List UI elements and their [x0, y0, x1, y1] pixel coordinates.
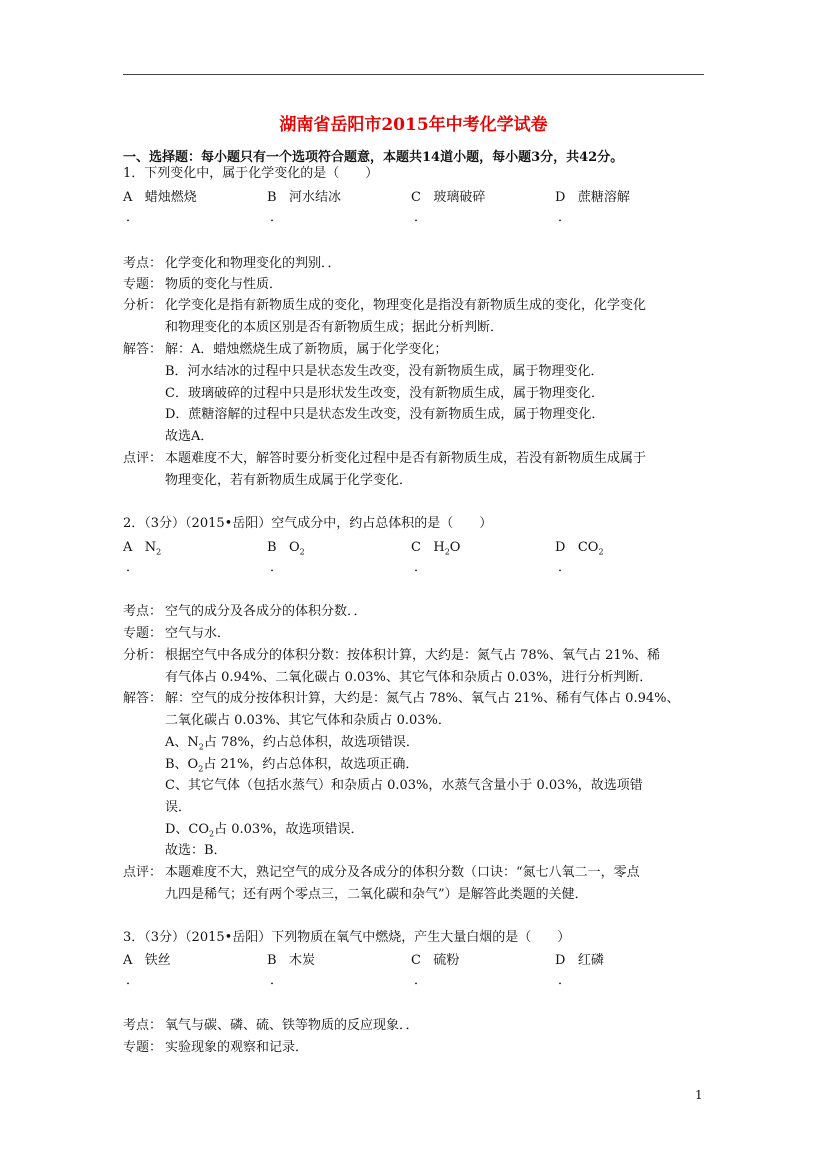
q2-jieda-line4: B、$O_2$占 21%，约占总体积，故选项正确．	[165, 757, 419, 774]
q1-dot-c: ．	[414, 210, 428, 225]
q1-jieda-line4: D．蔗糖溶解的过程中只是状态发生改变，没有新物质生成，属于物理变化．	[165, 407, 605, 422]
q2-jieda-label: 解答：	[123, 691, 163, 706]
q3-dot-a: ．	[126, 973, 140, 988]
q3-kaodian: 氧气与碳、磷、硫、铁等物质的反应现象．．	[165, 1018, 419, 1033]
q2-fenxi-line2: 有气体占 0.94%、二氧化碳占 0.03%、其它气体和杂质占 0.03%，进行分析判断．	[165, 670, 653, 685]
q2-jieda-line8: 故选：B．	[165, 843, 227, 858]
q1-dot-d: ．	[558, 210, 572, 225]
q2-kaodian-label: 考点：	[123, 604, 163, 619]
section-heading: 一、选择题：每小题只有一个选项符合题意，本题共14道小题，每小题3分，共42分。	[123, 150, 624, 165]
q1-zhuanti-label: 专题：	[123, 277, 163, 292]
q2-kaodian: 空气的成分及各成分的体积分数．．	[165, 604, 367, 619]
q1-jieda-line1: 解：A．蜡烛燃烧生成了新物质，属于化学变化；	[165, 342, 448, 357]
q2-dianping-line2: 九四是稀气；还有两个零点三，二氧化碳和杂气”）是解答此类题的关健．	[165, 887, 588, 902]
q3-kaodian-label: 考点：	[123, 1018, 163, 1033]
page-title: 湖南省岳阳市2015年中考化学试卷	[279, 115, 548, 135]
page-number: 1	[695, 1088, 703, 1102]
q2-jieda-line5: C、其它气体（包括水蒸气）和杂质占 0.03%，水蒸气含量小于 0.03%，故选项错	[165, 778, 643, 793]
q2-option-a: A $N_2$	[123, 540, 162, 557]
q3-dot-c: ．	[414, 973, 428, 988]
q2-fenxi-label: 分析：	[123, 648, 163, 663]
q1-option-b: B 河水结冰	[267, 190, 341, 205]
q1-dot-a: ．	[126, 210, 140, 225]
q1-jieda-label: 解答：	[123, 342, 163, 357]
q2-jieda-line2: 二氧化碳占 0.03%、其它气体和杂质占 0.03%．	[165, 713, 451, 728]
q2-dot-d: ．	[558, 560, 572, 575]
q3-option-c: C 硫粉	[411, 953, 460, 968]
q1-option-c: C 玻璃破碎	[411, 190, 486, 205]
q3-zhuanti: 实验现象的观察和记录．	[165, 1040, 309, 1055]
q2-option-b: B $O_2$	[267, 540, 305, 557]
q2-dot-c: ．	[414, 560, 428, 575]
q1-kaodian-label: 考点：	[123, 256, 163, 271]
q3-stem: 3．（3分）（2015•岳阳）下列物质在氧气中燃烧，产生大量白烟的是（ ）	[123, 930, 571, 945]
q1-jieda-line5: 故选A．	[165, 429, 214, 444]
q3-dot-b: ．	[270, 973, 284, 988]
q2-dianping-line1: 本题难度不大，熟记空气的成分及各成分的体积分数（口诀：“氮七八氧二一，零点	[165, 865, 640, 880]
q2-stem: 2．（3分）（2015•岳阳）空气成分中，约占总体积的是（ ）	[123, 516, 493, 531]
q3-option-b: B 木炭	[267, 953, 315, 968]
q2-dot-b: ．	[270, 560, 284, 575]
q1-fenxi-line2: 和物理变化的本质区别是否有新物质生成；据此分析判断．	[165, 320, 504, 335]
q3-zhuanti-label: 专题：	[123, 1040, 163, 1055]
q1-jieda-line3: C．玻璃破碎的过程中只是形状发生改变，没有新物质生成，属于物理变化．	[165, 386, 604, 401]
q2-zhuanti-label: 专题：	[123, 626, 163, 641]
q1-option-a: A 蜡烛燃烧	[123, 190, 197, 205]
q2-jieda-line6: 误．	[165, 800, 192, 815]
q2-dianping-label: 点评：	[123, 865, 163, 880]
q1-dianping-line2: 物理变化，若有新物质生成属于化学变化．	[165, 473, 413, 488]
header-rule	[123, 74, 704, 75]
q2-jieda-line7: D、$CO_2$占 0.03%，故选项错误．	[165, 822, 364, 839]
q1-fenxi-line1: 化学变化是指有新物质生成的变化，物理变化是指没有新物质生成的变化，化学变化	[165, 298, 647, 313]
q1-dianping-line1: 本题难度不大，解答时要分析变化过程中是否有新物质生成，若没有新物质生成属于	[165, 451, 647, 466]
q1-dot-b: ．	[270, 210, 284, 225]
q3-option-a: A 铁丝	[123, 953, 171, 968]
q3-option-d: D 红磷	[555, 953, 604, 968]
q1-dianping-label: 点评：	[123, 451, 163, 466]
q1-stem: 1．下列变化中，属于化学变化的是（ ）	[123, 166, 379, 181]
q1-jieda-line2: B．河水结冰的过程中只是状态发生改变，没有新物质生成，属于物理变化．	[165, 364, 604, 379]
q1-kaodian: 化学变化和物理变化的判别．．	[165, 256, 341, 271]
q2-fenxi-line1: 根据空气中各成分的体积分数：按体积计算，大约是：氮气占 78%、氧气占 21%、稀	[165, 648, 661, 663]
q3-dot-d: ．	[558, 973, 572, 988]
q2-option-c: C $H_2O$	[411, 540, 461, 557]
q1-zhuanti: 物质的变化与性质．	[165, 277, 283, 292]
q2-jieda-line1: 解：空气的成分按体积计算，大约是：氮气占 78%、氧气占 21%、稀有气体占 0.94%、	[165, 691, 680, 706]
q2-zhuanti: 空气与水．	[165, 626, 231, 641]
q1-option-d: D 蔗糖溶解	[555, 190, 630, 205]
q1-fenxi-label: 分析：	[123, 298, 163, 313]
q2-jieda-line3: A、$N_2$占 78%，约占总体积，故选项错误．	[165, 735, 419, 752]
q2-option-d: D $CO_2$	[555, 540, 604, 557]
q2-dot-a: ．	[126, 560, 140, 575]
